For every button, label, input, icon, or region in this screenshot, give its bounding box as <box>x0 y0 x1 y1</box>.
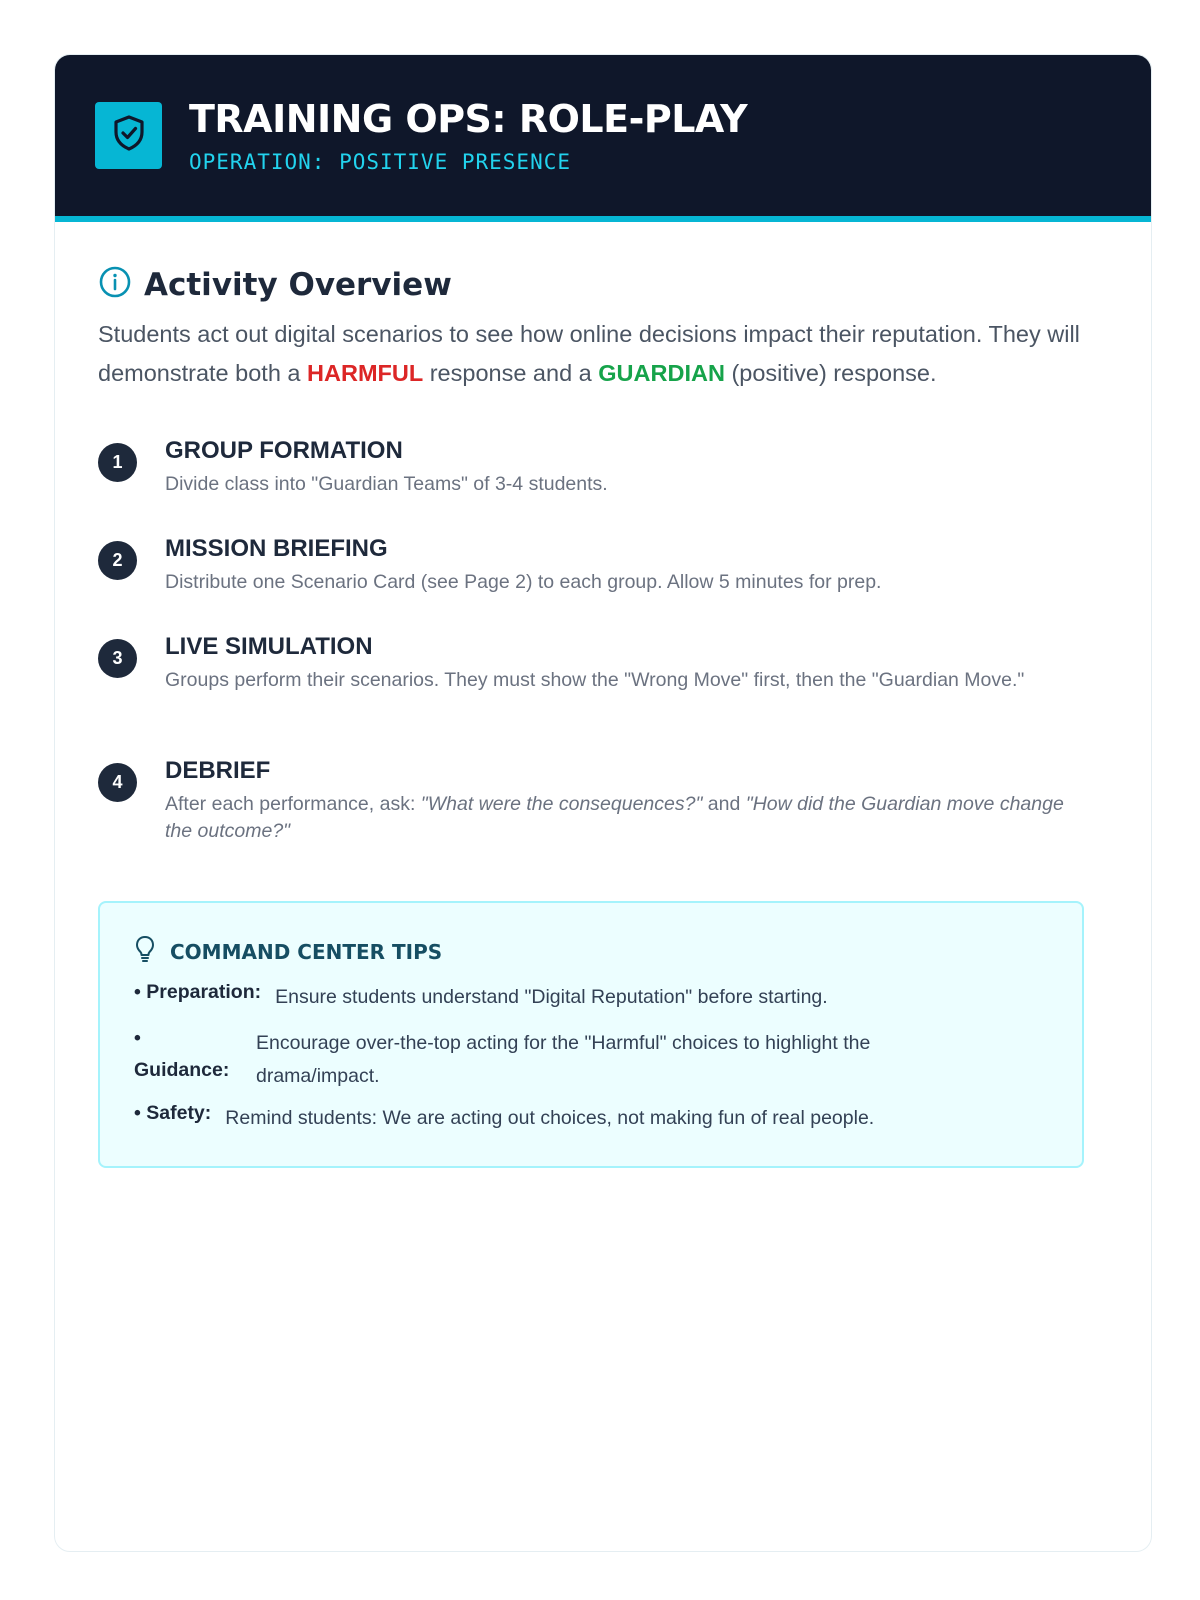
debrief-question-outcome: "How did the Guardian move change the outcome?" <box>165 793 1064 842</box>
header-banner <box>55 55 1151 222</box>
step-description: Groups perform their scenarios. They must show the "Wrong Move" first, then the "Guardian Move." <box>165 669 1025 691</box>
overview-title: Activity Overview <box>144 266 452 303</box>
step-title: MISSION BRIEFING <box>165 535 388 562</box>
page-subtitle: OPERATION: POSITIVE PRESENCE <box>189 150 572 174</box>
tips-title: COMMAND CENTER TIPS <box>170 939 443 964</box>
debrief-prefix: After each performance, ask: <box>165 793 421 815</box>
step-number: 2 <box>98 541 137 580</box>
lesson-card <box>54 54 1152 1552</box>
tip-preparation <box>134 981 828 1014</box>
tip-label <box>134 1102 211 1135</box>
debrief-joiner: and <box>702 793 746 815</box>
step-title: DEBRIEF <box>165 757 271 784</box>
tip-safety <box>134 1102 874 1135</box>
tip-label-text: Preparation: <box>146 981 262 1003</box>
overview-text <box>98 315 1108 393</box>
tip-label <box>134 981 261 1014</box>
info-icon <box>98 265 132 304</box>
tip-bullet: • <box>134 1027 141 1049</box>
step-description: Divide class into "Guardian Teams" of 3-4 students. <box>165 473 608 495</box>
step-description: Distribute one Scenario Card (see Page 2) to each group. Allow 5 minutes for prep. <box>165 571 882 593</box>
step-title: LIVE SIMULATION <box>165 633 373 660</box>
page-title: TRAINING OPS: ROLE-PLAY <box>189 97 748 141</box>
tip-text: Encourage over-the-top acting for the "Harmful" choices to highlight the drama/impact. <box>256 1032 871 1087</box>
tip-bullet: • <box>134 981 141 1003</box>
guardian-highlight: GUARDIAN <box>598 360 725 386</box>
overview-heading <box>98 265 452 304</box>
overview-text-part3: (positive) response. <box>724 360 937 386</box>
step-number: 4 <box>98 763 137 802</box>
command-center-tips <box>98 901 1084 1168</box>
tip-label-text: Guidance: <box>134 1059 230 1081</box>
harmful-highlight: HARMFUL <box>307 360 424 386</box>
step-number: 1 <box>98 443 137 482</box>
debrief-question-consequences: "What were the consequences?" <box>420 793 703 815</box>
tip-label-text: Safety: <box>146 1102 212 1124</box>
shield-check-icon <box>112 114 146 157</box>
header-badge <box>95 102 162 169</box>
tip-text: Ensure students understand "Digital Reputation" before starting. <box>275 986 828 1008</box>
overview-text-part2: response and a <box>423 360 599 386</box>
lightbulb-icon <box>134 935 156 968</box>
step-number: 3 <box>98 639 137 678</box>
step-description <box>165 791 1085 845</box>
tip-text: Remind students: We are acting out choices, not making fun of real people. <box>225 1107 875 1129</box>
tips-heading <box>134 935 442 968</box>
step-title: GROUP FORMATION <box>165 437 403 464</box>
overview-text-part1: Students act out digital scenarios to see how online decisions impact their reputation. They will demonstrate both a <box>98 321 1080 386</box>
tip-bullet: • <box>134 1102 141 1124</box>
